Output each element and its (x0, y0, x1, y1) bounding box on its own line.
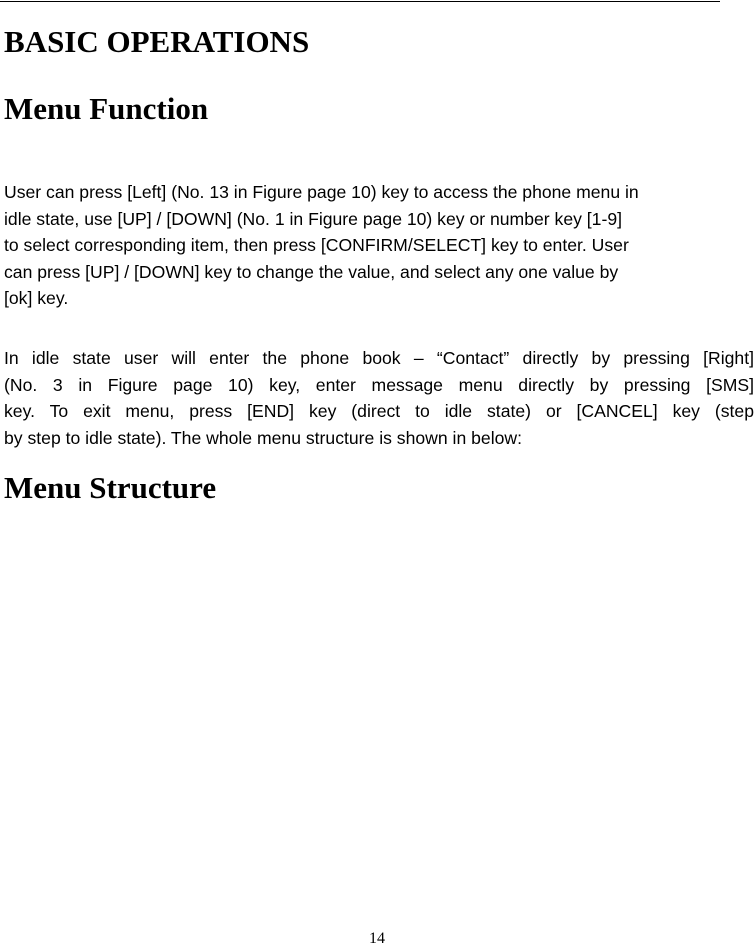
paragraph-line: key. To exit menu, press [END] key (direct to idle state) or [CANCEL] key (step (4, 401, 754, 421)
paragraph-line: to select corresponding item, then press [CONFIRM/SELECT] key to enter. User (4, 235, 629, 255)
paragraph-line: idle state, use [UP] / [DOWN] (No. 1 in Figure page 10) key or number key [1-9] (4, 208, 622, 229)
menu-function-heading: Menu Function (4, 91, 209, 126)
paragraph-line: by step to idle state). The whole menu structure is shown in below: (4, 427, 522, 448)
menu-structure-blank-area (0, 515, 754, 915)
paragraph-line: can press [UP] / [DOWN] key to change the value, and select any one value by (4, 261, 619, 282)
paragraph-line: [ok] key. (4, 288, 69, 308)
header-rule (0, 1, 720, 2)
page-number: 14 (369, 930, 385, 947)
menu-structure-heading: Menu Structure (4, 470, 217, 505)
paragraph-line: (No. 3 in Figure page 10) key, enter message menu directly by pressing [SMS] (4, 374, 754, 395)
idle-shortcuts-paragraph (4, 345, 754, 451)
menu-function-paragraph (4, 179, 639, 312)
section-title: BASIC OPERATIONS (4, 24, 310, 59)
paragraph-line: User can press [Left] (No. 13 in Figure page 10) key to access the phone menu in (4, 182, 639, 202)
paragraph-line: In idle state user will enter the phone book – “Contact” directly by pressing [Right] (4, 348, 754, 368)
